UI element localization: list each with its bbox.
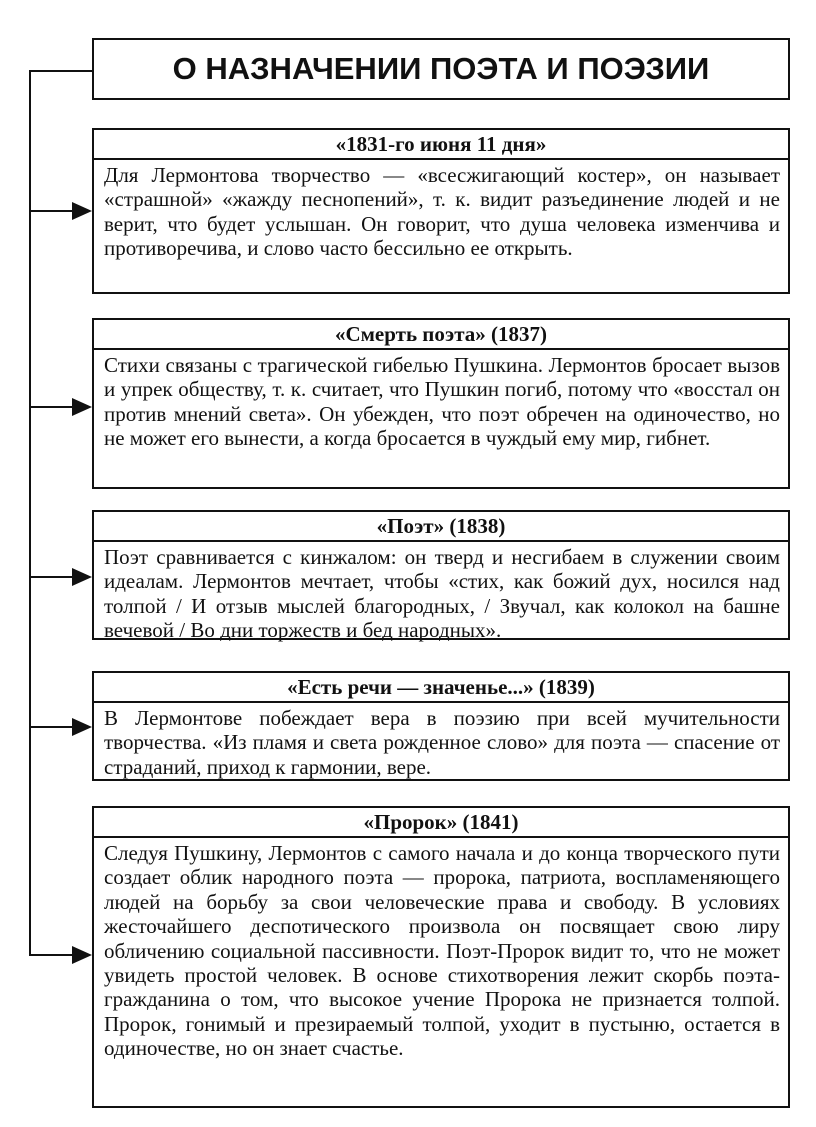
section-heading: «Смерть поэта» (1837) bbox=[94, 320, 788, 350]
diagram-title: О НАЗНАЧЕНИИ ПОЭТА И ПОЭЗИИ bbox=[92, 38, 790, 100]
arrow-4 bbox=[30, 718, 92, 736]
section-box-1831 bbox=[92, 128, 790, 294]
section-box-est-rechi bbox=[92, 671, 790, 781]
section-box-smert-poeta bbox=[92, 318, 790, 489]
section-text: Следуя Пушкину, Лермонтов с самого начала и до конца творческого пути создает облик народного поэта — пророка, патриота, воспламеняющего людей на борьбу за свои человеческие права и свободу. В условиях жесточайшего деспотического произвола он посвящает свою лиру обличению социальной пассивности. Поэт-Пророк видит то, что не может увидеть простой человек. В основе стихотворения лежит скорбь поэта-гражданина о том, что высокое учение Пророка не признается толпой. Пророк, гонимый и презираемый толпой, уходит в пустыню, остается в одиночестве, но он знает счастье. bbox=[104, 841, 780, 1061]
arrow-5 bbox=[30, 946, 92, 964]
section-text: Поэт сравнивается с кинжалом: он тверд и несгибаем в служении своим идеалам. Лермонтов мечтает, чтобы «стих, как божий дух, носился над толпой / И отзыв мыслей благородных, / Звучал, как колокол на башне вечевой / Во дни торжеств и бед народных». bbox=[104, 545, 780, 643]
section-text: В Лермонтове побеждает вера в поэзию при всей мучительности творчества. «Из пламя и света рожденное слово» для поэта — спасение от страданий, приход к гармонии, вере. bbox=[104, 706, 780, 779]
section-heading: «Есть речи — значенье...» (1839) bbox=[94, 673, 788, 703]
section-heading: «1831-го июня 11 дня» bbox=[94, 130, 788, 160]
section-heading: «Поэт» (1838) bbox=[94, 512, 788, 542]
section-text: Стихи связаны с трагической гибелью Пушкина. Лермонтов бросает вызов и упрек обществу, т. к. считает, что Пушкин погиб, потому что «восстал он против мнений света». Он убежден, что поэт обречен на одиночество, но не может его вынести, а когда бросается в чуждый ему мир, гибнет. bbox=[104, 353, 780, 451]
section-box-prorok bbox=[92, 806, 790, 1108]
arrow-1 bbox=[30, 202, 92, 220]
section-box-poet bbox=[92, 510, 790, 643]
section-text: Для Лермонтова творчество — «всесжигающий костер», он называет «страшной» «жажду песнопений», т. к. видит разъединение людей и не верит, что будет услышан. Он говорит, что душа человека изменчива и противоречива, и слово часто бессильно ее открыть. bbox=[104, 163, 780, 261]
section-heading: «Пророк» (1841) bbox=[94, 808, 788, 838]
arrow-2 bbox=[30, 398, 92, 416]
arrow-3 bbox=[30, 568, 92, 586]
